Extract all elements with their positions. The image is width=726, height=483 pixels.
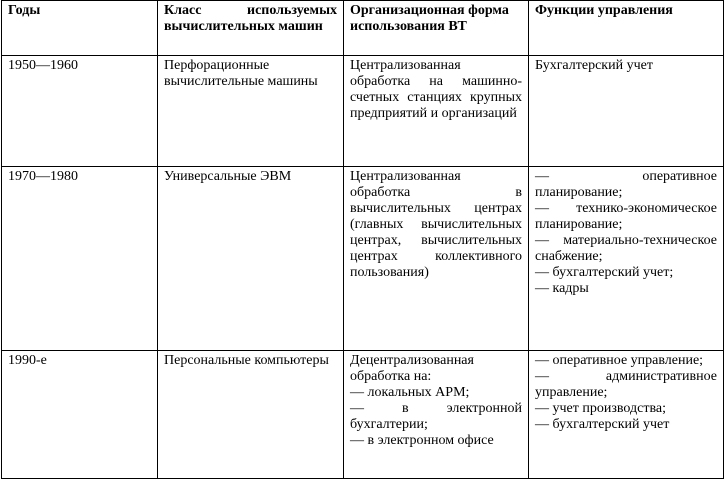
cell-functions — [529, 56, 724, 167]
function-item: — учет производства; — [535, 401, 666, 416]
org-form-item: — в электронной бухгалтерии; — [350, 401, 522, 432]
header-years: Годы — [2, 1, 158, 56]
cell-org-form — [344, 351, 529, 479]
org-form-intro: Децентрализованная обработка на: — [350, 353, 474, 384]
function-item: — оперативное планирование; — [535, 169, 717, 200]
function-item: — бухгалтерский учет; — [535, 265, 674, 280]
function-item: Бухгалтерский учет — [535, 58, 653, 73]
function-item: — административное управление; — [535, 369, 717, 400]
cell-org-form: Централизованная обработка на машинно-счетных станциях крупных предприятий и организаций — [344, 56, 529, 167]
function-item: — технико-экономическое планирование; — [535, 201, 717, 232]
org-form-item: — локальных АРМ; — [350, 385, 470, 400]
table-row — [2, 167, 724, 351]
cell-functions — [529, 351, 724, 479]
table-header-row — [2, 1, 724, 56]
cell-years: 1950—1960 — [2, 56, 158, 167]
cell-functions — [529, 167, 724, 351]
header-org-form: Организационная форма использования ВТ — [344, 1, 529, 56]
cell-years: 1970—1980 — [2, 167, 158, 351]
function-item: — материально-техническое снабжение; — [535, 233, 717, 264]
function-item: — бухгалтерский учет — [535, 417, 670, 432]
cell-machine-class: Универсальные ЭВМ — [158, 167, 344, 351]
table-row — [2, 56, 724, 167]
history-table — [1, 0, 724, 479]
cell-org-form: Централизованная обработка в вычислительных центрах (главных вычислительных центрах, вычислительных центрах коллективного пользования) — [344, 167, 529, 351]
cell-machine-class: Персональные компьютеры — [158, 351, 344, 479]
function-item: — оперативное управление; — [535, 353, 704, 368]
header-functions: Функции управления — [529, 1, 724, 56]
table-row — [2, 351, 724, 479]
org-form-item: — в электронном офисе — [350, 433, 494, 448]
function-item: — кадры — [535, 281, 589, 296]
cell-machine-class: Перфорационные вычислительные машины — [158, 56, 344, 167]
header-machine-class: Класс используемых вычислительных машин — [158, 1, 344, 56]
cell-years: 1990-е — [2, 351, 158, 479]
